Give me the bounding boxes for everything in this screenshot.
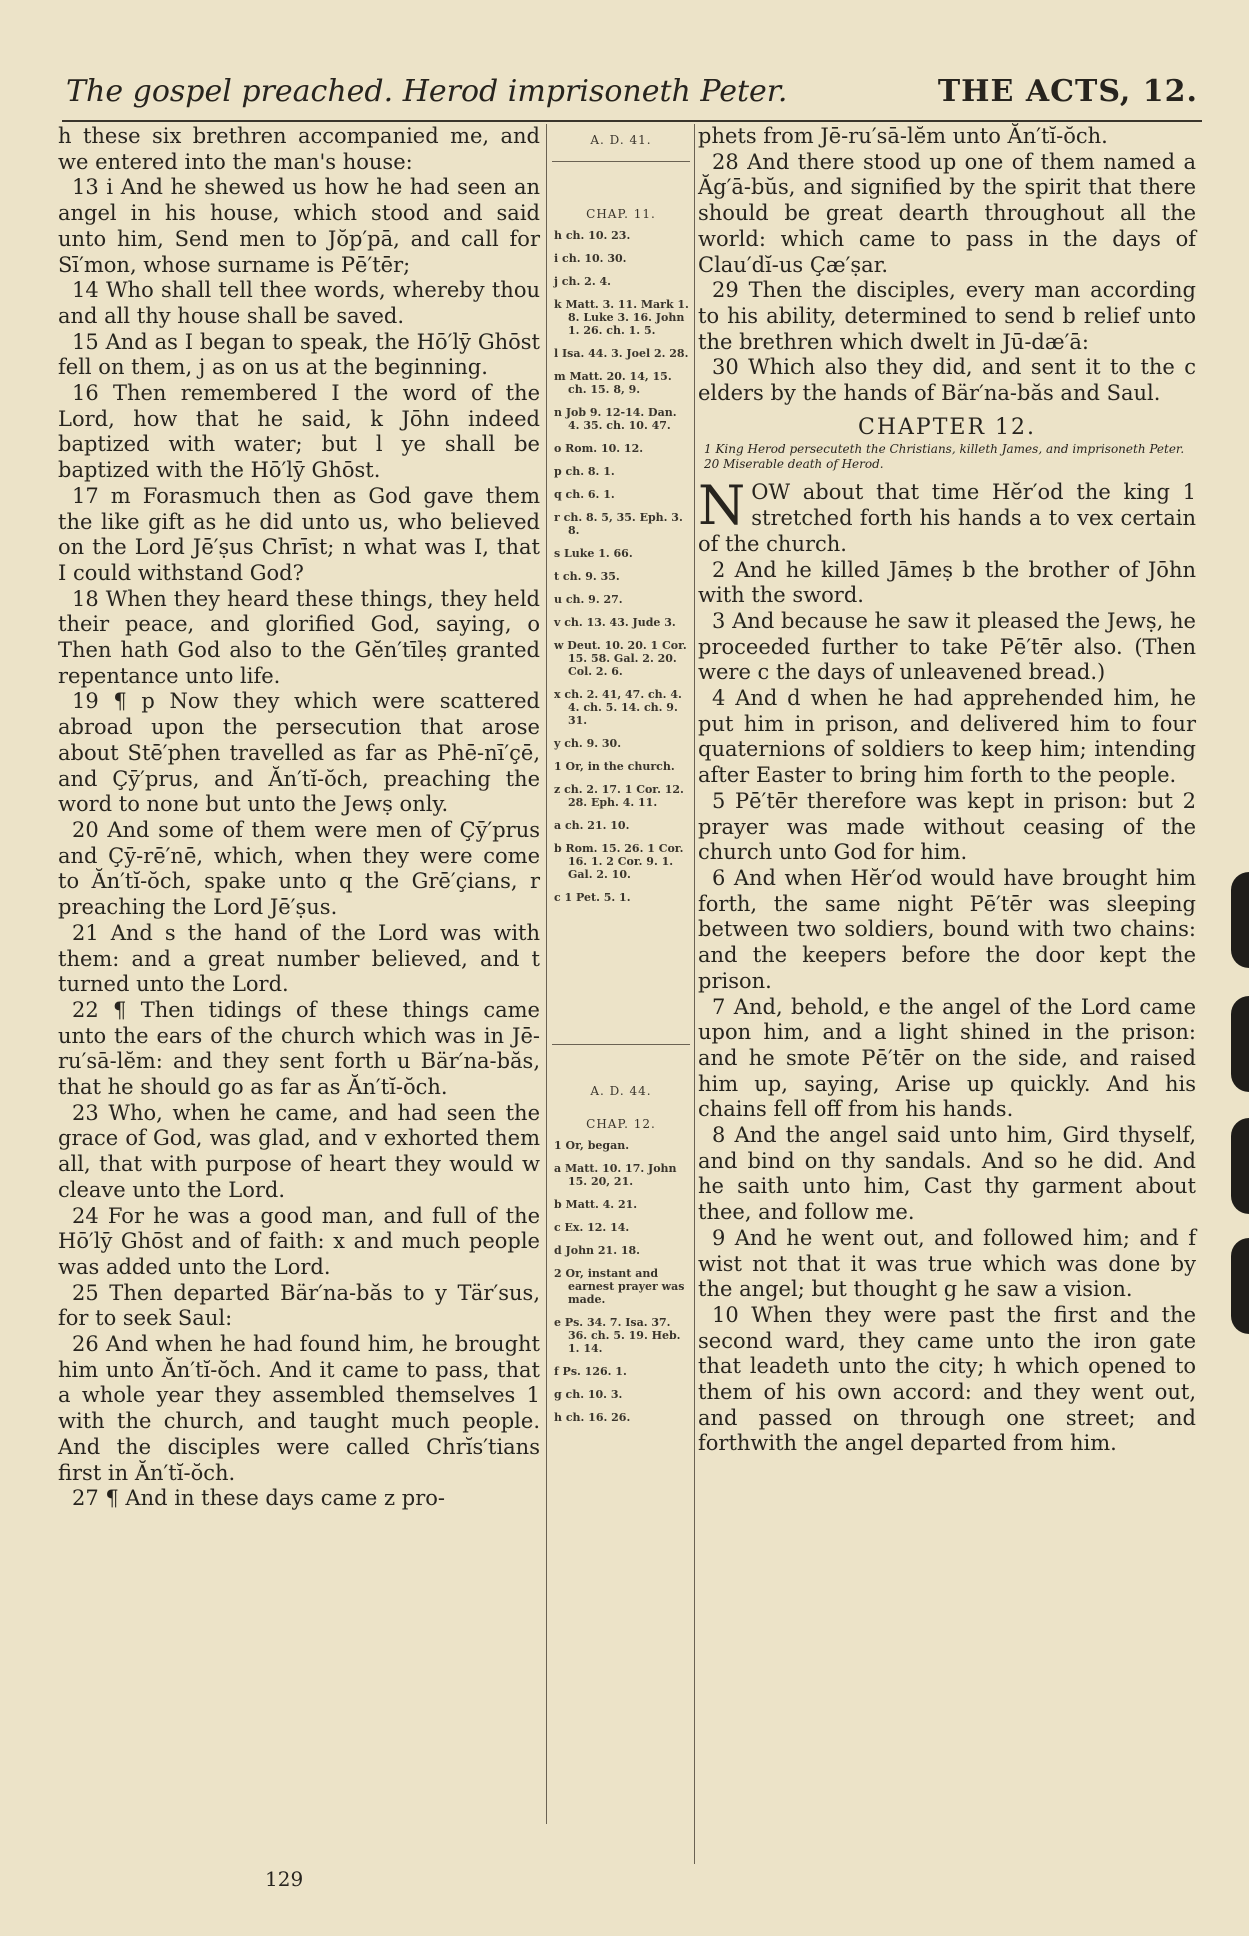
cross-reference: s Luke 1. 66.: [554, 547, 633, 560]
column-divider-left: [546, 124, 547, 1824]
date-label-top: A. D. 41.: [590, 133, 652, 147]
cross-reference: z ch. 2. 17. 1 Cor. 12. 28. Eph. 4. 11.: [554, 783, 684, 809]
drop-cap: N: [698, 474, 746, 538]
verse: 22 ¶ Then tidings of these things came unto the ears of the church which was in Jē-ru′sā-lĕm: and they sent forth u Bär′na-băs, that he should go as far as Ăn′tĭ-ŏch.: [58, 997, 540, 1100]
verse: 20 And some of them were men of Çȳ′prus and Çȳ-rē′nē, which, when they were come to Ăn′tĭ-ŏch, spake unto q the Grē′çians, r preaching the Lord Jē′ṣus.: [58, 817, 540, 920]
cross-reference: y ch. 9. 30.: [554, 737, 622, 750]
cross-reference: g ch. 10. 3.: [554, 1388, 623, 1401]
text-column-right: [698, 124, 1196, 1457]
chapter-summary: 1 King Herod persecuteth the Christians, killeth James, and imprisoneth Peter. 20 Miserable death of Herod.: [704, 442, 1185, 472]
verse: 10 When they were past the first and the second ward, they came unto the iron gate that leadeth unto the city; h which opened to them of his own accord: and they went out, and passed on through one street; and forthwith the angel departed from him.: [698, 1302, 1196, 1456]
cross-reference: b Matt. 4. 21.: [554, 1198, 638, 1211]
verse: 21 And s the hand of the Lord was with them: and a great number believed, and t turned unto the Lord.: [58, 920, 540, 997]
cross-reference: a Matt. 10. 17. John 15. 20, 21.: [554, 1162, 677, 1188]
cross-reference: 1 Or, began.: [554, 1139, 630, 1152]
header-title-left: The gospel preached. Herod imprisoneth Peter.: [66, 74, 788, 109]
verse: 13 i And he shewed us how he had seen an angel in his house, which stood and said unto him, Send men to Jŏp′pā, and call for Sī′mon, whose surname is Pē′tēr;: [58, 175, 540, 277]
verse: 3 And because he saw it pleased the Jewṣ, he proceeded further to take Pē′tēr also. (Then were c the days of unleavened bread.): [698, 608, 1196, 685]
cross-reference: h ch. 16. 26.: [554, 1411, 631, 1424]
cross-reference: 1 Or, in the church.: [554, 760, 675, 773]
cross-reference: n Job 9. 12-14. Dan. 4. 35. ch. 10. 47.: [554, 406, 677, 432]
verse: 19 ¶ p Now they which were scattered abroad upon the persecution that arose about Stē′phen travelled as far as Phē-nī′çē, and Çȳ′prus, and Ăn′tĭ-ŏch, preaching the word to none but unto the Jewṣ only.: [58, 689, 540, 817]
verse: 8 And the angel said unto him, Gird thyself, and bind on thy sandals. And so he did. And he saith unto him, Cast thy garment about thee, and follow me.: [698, 1123, 1196, 1225]
chapter-title: CHAPTER 12.: [858, 414, 1036, 440]
page-number: 129: [265, 1867, 304, 1891]
cross-reference: j ch. 2. 4.: [554, 275, 611, 288]
cross-reference: o Rom. 10. 12.: [554, 442, 644, 455]
cross-reference: h ch. 10. 23.: [554, 229, 631, 242]
verse-text: OW about that time Hĕr′od the king 1 stretched forth his hands a to vex certain of the church.: [698, 480, 1196, 556]
verse: 28 And there stood up one of them named a Ăg′ā-bŭs, and signified by the spirit that there should be great dearth throughout all the world: which came to pass in the days of Clau′dĭ-us Çæ′ṣar.: [698, 149, 1196, 277]
header-book-chapter: THE ACTS, 12.: [937, 74, 1198, 109]
cross-reference: x ch. 2. 41, 47. ch. 4. 4. ch. 5. 14. ch. 9. 31.: [554, 688, 682, 727]
verse: 30 Which also they did, and sent it to the c elders by the hands of Bär′na-băs and Saul.: [698, 355, 1196, 406]
cross-reference: d John 21. 18.: [554, 1244, 640, 1257]
cross-reference: m Matt. 20. 14, 15. ch. 15. 8, 9.: [554, 370, 672, 396]
verse: 9 And he went out, and followed him; and f wist not that it was true which was done by the angel; but thought g he saw a vision.: [698, 1225, 1196, 1302]
verse: 26 And when he had found him, he brought him unto Ăn′tĭ-ŏch. And it came to pass, that a whole year they assembled themselves 1 with the church, and taught much people. And the disciples were called Chrĭs′tians first in Ăn′tĭ-ŏch.: [58, 1332, 540, 1485]
verse: 2 And he killed Jāmeṣ b the brother of Jōhn with the sword.: [698, 557, 1196, 608]
cross-reference: k Matt. 3. 11. Mark 1. 8. Luke 3. 16. John 1. 26. ch. 1. 5.: [554, 298, 689, 337]
verse: 16 Then remembered I the word of the Lord, how that he said, k Jōhn indeed baptized with water; but l ye shall be baptized with the Hō′lȳ Ghōst.: [58, 381, 540, 483]
cross-reference: w Deut. 10. 20. 1 Cor. 15. 58. Gal. 2. 20. Col. 2. 6.: [554, 639, 687, 678]
verse: 5 Pē′tēr therefore was kept in prison: but 2 prayer was made without ceasing of the church unto God for him.: [698, 788, 1196, 865]
divider: [552, 161, 690, 162]
date-label-bottom: A. D. 44.: [590, 1084, 652, 1098]
cross-reference: e Ps. 34. 7. Isa. 37. 36. ch. 5. 19. Heb. 1. 14.: [554, 1316, 681, 1355]
cross-reference: 2 Or, instant and earnest prayer was made.: [554, 1267, 685, 1306]
cross-reference-column: [552, 124, 690, 1434]
verse: 14 Who shall tell thee words, whereby thou and all thy house shall be saved.: [58, 278, 540, 328]
verse: 25 Then departed Bär′na-băs to y Tär′sus, for to seek Saul:: [58, 1280, 540, 1331]
running-header: [62, 72, 1202, 122]
thumb-index-tab: [1231, 1238, 1249, 1334]
verse: 29 Then the disciples, every man according to his ability, determined to send b relief unto the brethren which dwelt in Jū-dæ′ā:: [698, 278, 1196, 354]
verse: 18 When they heard these things, they held their peace, and glorified God, saying, o Then hath God also to the Gĕn′tīleṣ granted repentance unto life.: [58, 586, 540, 688]
cross-reference: u ch. 9. 27.: [554, 593, 623, 606]
cross-reference: r ch. 8. 5, 35. Eph. 3. 8.: [554, 511, 683, 537]
cross-reference: p ch. 8. 1.: [554, 465, 615, 478]
cross-reference: c Ex. 12. 14.: [554, 1221, 630, 1234]
ref-chapter-heading: CHAP. 11.: [586, 207, 656, 221]
cross-reference: i ch. 10. 30.: [554, 252, 627, 265]
verse: phets from Jē-ru′sā-lĕm unto Ăn′tĭ-ŏch.: [698, 124, 1108, 148]
verse: 24 For he was a good man, and full of the Hō′lȳ Ghōst and of faith: x and much people was added unto the Lord.: [58, 1203, 540, 1279]
cross-reference: b Rom. 15. 26. 1 Cor. 16. 1. 2 Cor. 9. 1. Gal. 2. 10.: [554, 842, 684, 881]
cross-reference: a ch. 21. 10.: [554, 819, 630, 832]
thumb-index-tab: [1231, 996, 1249, 1092]
cross-reference: t ch. 9. 35.: [554, 570, 620, 583]
verse: 6 And when Hĕr′od would have brought him forth, the same night Pē′tēr was sleeping between two soldiers, bound with two chains: and the keepers before the door kept the prison.: [698, 865, 1196, 993]
divider: [552, 1044, 690, 1045]
thumb-index-tab: [1231, 872, 1249, 968]
ref-list-top: [552, 229, 690, 904]
cross-reference: f Ps. 126. 1.: [554, 1365, 627, 1378]
verse: 15 And as I began to speak, the Hō′lȳ Ghōst fell on them, j as on us at the beginning.: [58, 329, 540, 380]
cross-reference: l Isa. 44. 3. Joel 2. 28.: [554, 347, 689, 360]
thumb-index-tab: [1231, 1118, 1249, 1214]
cross-reference: q ch. 6. 1.: [554, 488, 615, 501]
ref-list-bottom: [552, 1139, 690, 1424]
verse: 27 ¶ And in these days came z pro-: [72, 1486, 445, 1511]
column-divider-right: [694, 124, 695, 1864]
verse: 17 m Forasmuch then as God gave them the like gift as he did unto us, who believed on the Lord Jē′ṣus Chrīst; n what was I, that I could withstand God?: [58, 483, 540, 585]
verse-1: [698, 474, 1196, 557]
cross-reference: v ch. 13. 43. Jude 3.: [554, 616, 676, 629]
verse: 7 And, behold, e the angel of the Lord came upon him, and a light shined in the prison: and he smote Pē′tēr on the side, and raised him up, saying, Arise up quickly. And his chains fell off from his hands.: [698, 994, 1196, 1122]
verse: 23 Who, when he came, and had seen the grace of God, was glad, and v exhorted them all, that with purpose of heart they would w cleave unto the Lord.: [58, 1100, 540, 1202]
text-column-left: [58, 124, 540, 1512]
cross-reference: c 1 Pet. 5. 1.: [554, 891, 631, 904]
verse: h these six brethren accompanied me, and we entered into the man's house:: [58, 124, 540, 174]
verse: 4 And d when he had apprehended him, he put him in prison, and delivered him to four quaternions of soldiers to keep him; intending after Easter to bring him forth to the people.: [698, 686, 1196, 788]
ref-chapter-heading: CHAP. 12.: [586, 1117, 656, 1131]
